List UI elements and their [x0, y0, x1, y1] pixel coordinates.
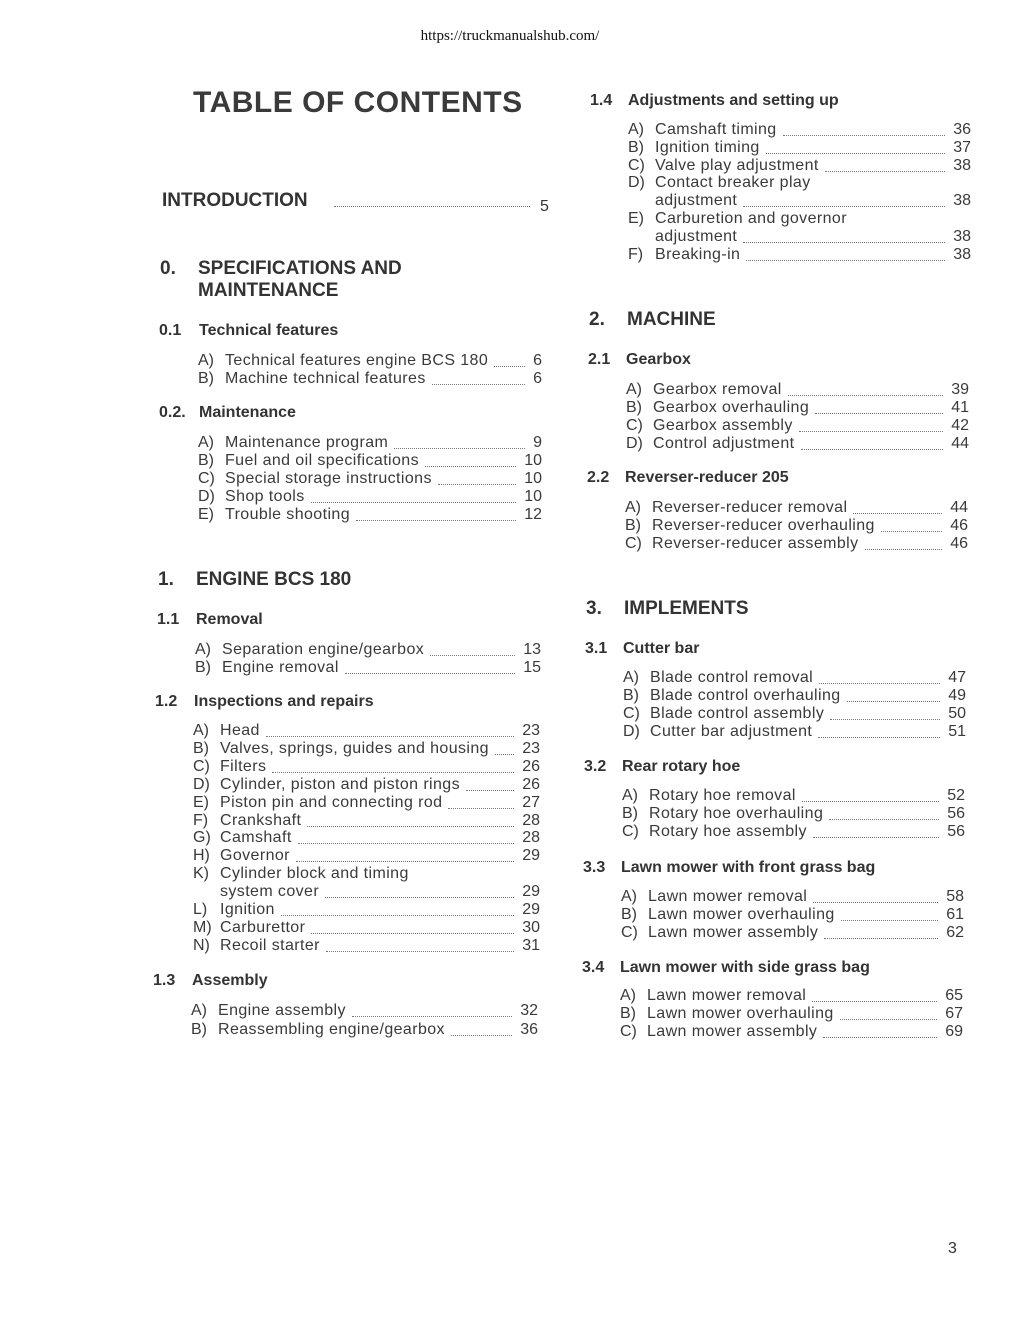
entry-label: Ignition timing	[655, 138, 760, 156]
page-ref: 41	[951, 398, 969, 416]
page-ref: 9	[533, 434, 542, 451]
page-ref: 50	[948, 705, 966, 722]
section-title: ENGINE BCS 180	[196, 569, 352, 590]
entry-label: Piston pin and connecting rod	[220, 793, 443, 811]
entry-letter: B)	[625, 517, 641, 534]
entry-label: Reverser-reducer removal	[652, 499, 848, 516]
entry-letter: B)	[191, 1021, 207, 1038]
section-title: Reverser-reducer 205	[625, 469, 789, 486]
dot-leader	[847, 701, 940, 702]
section-number: 2.2	[587, 469, 610, 486]
page-ref: 38	[953, 245, 971, 263]
entry-letter: B)	[198, 370, 214, 387]
toc-entry[interactable]	[198, 506, 542, 524]
toc-entry[interactable]	[625, 499, 968, 517]
entry-letter: F)	[193, 811, 209, 829]
entry-letter: F)	[628, 245, 644, 263]
toc-entry[interactable]	[198, 434, 542, 452]
toc-entry[interactable]	[193, 740, 540, 758]
entry-label: Lawn mower assembly	[647, 1023, 818, 1041]
toc-entry[interactable]	[623, 705, 966, 723]
dot-leader	[311, 502, 516, 503]
page-ref: 67	[945, 1005, 963, 1023]
entry-label: Blade control overhauling	[650, 687, 841, 704]
section-number: 0.1	[159, 322, 182, 339]
section-number: 2.	[589, 309, 605, 330]
entry-letter: C)	[623, 705, 640, 722]
toc-entry[interactable]	[622, 823, 965, 841]
toc-entry[interactable]	[625, 517, 968, 535]
dot-leader	[865, 549, 942, 550]
entry-letter: M)	[193, 918, 212, 936]
entry-letter: A)	[626, 381, 642, 398]
page-ref: 44	[951, 434, 969, 452]
toc-entry[interactable]	[622, 787, 965, 805]
dot-leader	[813, 837, 939, 838]
toc-entry[interactable]	[628, 210, 971, 228]
toc-entry[interactable]	[623, 669, 966, 687]
page-ref: 38	[953, 192, 971, 210]
entry-letter: B)	[620, 1005, 636, 1023]
toc-entry[interactable]	[193, 794, 540, 812]
entry-letter: C)	[625, 535, 642, 552]
entry-letter: C)	[193, 757, 210, 775]
entry-letter: C)	[620, 1023, 637, 1041]
page-ref: 58	[946, 888, 964, 905]
entry-label: Reverser-reducer assembly	[652, 535, 859, 552]
entry-letter: H)	[193, 847, 210, 865]
toc-entry[interactable]	[620, 1005, 963, 1023]
entry-letter: B)	[198, 452, 214, 469]
toc-entry[interactable]	[193, 847, 540, 865]
entry-letter: A)	[195, 641, 211, 658]
page-ref: 6	[533, 352, 542, 369]
entry-label: Recoil starter	[220, 936, 320, 954]
entry-label: Crankshaft	[220, 811, 302, 829]
dot-leader	[281, 915, 514, 916]
entry-label: Technical features engine BCS 180	[225, 352, 489, 369]
entry-letter: G)	[193, 829, 211, 847]
section-number: 1.3	[153, 972, 176, 989]
toc-entry[interactable]	[623, 687, 966, 705]
page-ref: 23	[522, 739, 540, 757]
entry-label: Engine assembly	[218, 1002, 346, 1019]
entry-label: Special storage instructions	[225, 470, 432, 487]
entry-letter: A)	[193, 722, 209, 739]
entry-label: Blade control removal	[650, 669, 814, 686]
section-title: Assembly	[192, 972, 268, 989]
dot-leader	[788, 395, 943, 396]
toc-entry[interactable]	[628, 228, 971, 246]
page-ref: 28	[522, 811, 540, 829]
entry-letter: N)	[193, 936, 210, 954]
entry-letter: C)	[621, 924, 638, 941]
dot-leader	[451, 1035, 512, 1036]
toc-entry[interactable]	[625, 535, 968, 553]
page-ref: 46	[950, 517, 968, 534]
page-ref: 49	[948, 687, 966, 704]
entry-letter: A)	[622, 787, 638, 804]
toc-entry[interactable]	[622, 805, 965, 823]
toc-entry[interactable]	[628, 174, 971, 192]
entry-letter: C)	[626, 416, 643, 434]
dot-leader	[829, 819, 939, 820]
section-title: Cutter bar	[623, 640, 700, 657]
entry-label: Gearbox assembly	[653, 416, 793, 434]
entry-letter: B)	[622, 805, 638, 822]
page-ref: 26	[522, 775, 540, 793]
dot-leader	[746, 260, 945, 261]
page-ref: 46	[950, 535, 968, 552]
toc-entry[interactable]	[620, 987, 963, 1005]
page-ref: 47	[948, 669, 966, 686]
entry-letter: B)	[193, 739, 209, 757]
section-title: Gearbox	[626, 351, 691, 368]
page-ref: 39	[951, 381, 969, 398]
toc-entry[interactable]	[626, 417, 969, 435]
section-number: 3.3	[583, 859, 606, 876]
toc-entry[interactable]	[621, 888, 964, 906]
entry-label: Camshaft	[220, 829, 292, 847]
dot-leader	[352, 1016, 512, 1017]
entry-label: Cylinder, piston and piston rings	[220, 775, 460, 793]
section-title: Technical features	[199, 322, 339, 339]
dot-leader	[853, 513, 942, 514]
entry-letter: B)	[621, 906, 637, 923]
dot-leader	[799, 431, 943, 432]
dot-leader	[494, 366, 525, 367]
page-title: TABLE OF CONTENTS	[193, 86, 523, 119]
entry-letter: B)	[195, 659, 211, 676]
toc-entry[interactable]	[628, 121, 971, 139]
entry-label: Reverser-reducer overhauling	[652, 517, 875, 534]
dot-leader	[825, 171, 945, 172]
dot-leader	[812, 1001, 937, 1002]
dot-leader	[801, 449, 943, 450]
dot-leader	[466, 790, 514, 791]
entry-label: Trouble shooting	[225, 506, 350, 523]
entry-letter: D)	[198, 488, 215, 505]
entry-label: Valves, springs, guides and housing	[220, 739, 489, 757]
entry-label: adjustment	[655, 227, 738, 245]
entry-letter: E)	[628, 210, 644, 227]
entry-letter: C)	[628, 156, 645, 174]
entry-letter: C)	[622, 823, 639, 840]
dot-leader	[345, 673, 515, 674]
entry-letter: A)	[198, 434, 214, 451]
section-number: 1.4	[590, 92, 613, 109]
section-title: IMPLEMENTS	[624, 598, 749, 619]
section-number: 0.	[160, 258, 176, 279]
page-ref: 29	[522, 847, 540, 865]
dot-leader	[296, 861, 514, 862]
section-title: SPECIFICATIONS AND	[198, 258, 402, 279]
entry-letter: A)	[621, 888, 637, 905]
dot-leader	[326, 951, 514, 952]
entry-label: Shop tools	[225, 488, 305, 505]
entry-label: Filters	[220, 757, 267, 775]
dot-leader	[311, 933, 514, 934]
dot-leader	[818, 737, 940, 738]
entry-letter: D)	[626, 434, 643, 452]
page-ref: 6	[533, 370, 542, 387]
section-number: 2.1	[588, 351, 611, 368]
dot-leader	[272, 772, 514, 773]
entry-label: Breaking-in	[655, 245, 741, 263]
entry-letter: E)	[198, 506, 214, 523]
dot-leader	[824, 938, 938, 939]
section-title: Adjustments and setting up	[628, 92, 839, 109]
entry-label: Lawn mower removal	[648, 888, 808, 905]
page-ref: 5	[540, 198, 549, 215]
page-ref: 29	[522, 901, 540, 918]
entry-label: Rotary hoe removal	[649, 787, 796, 804]
toc-entry[interactable]	[193, 722, 540, 740]
toc-entry[interactable]	[195, 641, 541, 659]
page-ref: 51	[948, 723, 966, 740]
entry-label: system cover	[220, 883, 320, 901]
page-ref: 12	[524, 506, 542, 523]
dot-leader	[394, 448, 525, 449]
page-ref: 44	[950, 499, 968, 516]
page-ref: 32	[520, 1002, 538, 1019]
entry-label: Governor	[220, 847, 290, 865]
entry-label: Camshaft timing	[655, 121, 777, 138]
toc-entry[interactable]	[191, 1021, 538, 1039]
dot-leader	[840, 1019, 937, 1020]
toc-entry[interactable]	[193, 901, 540, 919]
section-number: 3.	[586, 598, 602, 619]
page-ref: 62	[946, 924, 964, 941]
toc-entry[interactable]	[621, 924, 964, 942]
section-number: 3.1	[585, 640, 608, 657]
page-number: 3	[948, 1240, 957, 1257]
page-ref: 69	[945, 1023, 963, 1041]
entry-label: Valve play adjustment	[655, 156, 819, 174]
toc-entry[interactable]	[198, 488, 542, 506]
toc-entry[interactable]	[620, 1023, 963, 1041]
dot-leader	[325, 897, 514, 898]
dot-leader	[766, 153, 945, 154]
toc-entry[interactable]	[193, 919, 540, 937]
dot-leader	[830, 719, 940, 720]
entry-label: Separation engine/gearbox	[222, 641, 425, 658]
section-title: Lawn mower with side grass bag	[620, 959, 870, 976]
toc-entry[interactable]	[621, 906, 964, 924]
page-ref: 13	[523, 641, 541, 658]
dot-leader	[802, 801, 939, 802]
dot-leader	[743, 242, 945, 243]
page-ref: 23	[522, 722, 540, 739]
entry-label: Lawn mower overhauling	[648, 906, 835, 923]
dot-leader	[432, 384, 525, 385]
dot-leader	[743, 206, 945, 207]
entry-label: Gearbox overhauling	[653, 398, 810, 416]
entry-label: Rotary hoe overhauling	[649, 805, 824, 822]
section-title-line2: MAINTENANCE	[198, 280, 339, 301]
entry-label: Lawn mower overhauling	[647, 1005, 834, 1023]
entry-letter: A)	[198, 352, 214, 369]
entry-letter: C)	[198, 470, 215, 487]
page-ref: 36	[953, 121, 971, 138]
section-number: 0.2.	[159, 404, 186, 421]
entry-label: Control adjustment	[653, 434, 795, 452]
dot-leader	[495, 754, 514, 755]
page-ref: 10	[524, 488, 542, 505]
dot-leader	[881, 531, 942, 532]
section-number: 3.4	[582, 959, 605, 976]
entry-letter: B)	[626, 398, 642, 416]
dot-leader	[356, 520, 516, 521]
page-ref: 52	[947, 787, 965, 804]
page-ref: 61	[946, 906, 964, 923]
entry-label: Rotary hoe assembly	[649, 823, 807, 840]
page-ref: 29	[522, 883, 540, 901]
page-ref: 38	[953, 227, 971, 245]
dot-leader	[783, 135, 945, 136]
entry-label: Machine technical features	[225, 370, 426, 387]
entry-letter: A)	[628, 121, 644, 138]
entry-label: Maintenance program	[225, 434, 389, 451]
section-title: Lawn mower with front grass bag	[621, 859, 876, 876]
toc-entry[interactable]	[191, 1002, 538, 1020]
entry-label: Contact breaker play	[655, 174, 811, 192]
section-title: Inspections and repairs	[194, 693, 374, 710]
entry-label: Cylinder block and timing	[220, 865, 409, 883]
entry-label: Head	[220, 722, 260, 739]
section-title: INTRODUCTION	[162, 190, 308, 211]
dot-leader	[823, 1037, 937, 1038]
dot-leader	[815, 413, 943, 414]
dot-leader	[298, 843, 514, 844]
toc-entry[interactable]	[626, 435, 969, 453]
toc-entry[interactable]	[628, 157, 971, 175]
entry-letter: A)	[625, 499, 641, 516]
toc-entry[interactable]	[193, 812, 540, 830]
entry-letter: A)	[623, 669, 639, 686]
toc-entry[interactable]	[193, 776, 540, 794]
entry-letter: E)	[193, 793, 209, 811]
entry-label: Engine removal	[222, 659, 339, 676]
toc-entry[interactable]	[628, 246, 971, 264]
section-title: Removal	[196, 611, 263, 628]
dot-leader	[334, 206, 530, 207]
toc-entry[interactable]	[193, 937, 540, 955]
toc-entry[interactable]	[198, 452, 542, 470]
source-url[interactable]: https://truckmanualshub.com/	[420, 28, 600, 44]
page-ref: 37	[953, 138, 971, 156]
page-ref: 27	[522, 793, 540, 811]
dot-leader	[819, 683, 940, 684]
entry-label: Blade control assembly	[650, 705, 825, 722]
section-title: MACHINE	[627, 309, 716, 330]
entry-letter: D)	[193, 775, 210, 793]
toc-entry[interactable]	[628, 139, 971, 157]
dot-leader	[425, 466, 516, 467]
entry-label: Lawn mower assembly	[648, 924, 819, 941]
toc-entry[interactable]	[195, 659, 541, 677]
dot-leader	[266, 736, 514, 737]
section-number: 1.2	[155, 693, 178, 710]
section-number: 1.	[158, 569, 174, 590]
entry-letter: D)	[623, 723, 640, 740]
toc-entry[interactable]	[626, 399, 969, 417]
toc-entry[interactable]	[193, 758, 540, 776]
page-ref: 38	[953, 156, 971, 174]
entry-label: Carburettor	[220, 918, 306, 936]
page-ref: 30	[522, 918, 540, 936]
toc-entry[interactable]	[626, 381, 969, 399]
entry-label: Carburetion and governor	[655, 210, 847, 227]
dot-leader	[307, 826, 514, 827]
toc-entry[interactable]	[193, 865, 540, 883]
section-number: 1.1	[157, 611, 180, 628]
page-ref: 10	[524, 452, 542, 469]
page-ref: 56	[947, 805, 965, 822]
dot-leader	[430, 655, 515, 656]
page-ref: 42	[951, 416, 969, 434]
entry-letter: K)	[193, 865, 209, 883]
entry-label: Reassembling engine/gearbox	[218, 1021, 445, 1038]
section-title: Maintenance	[199, 404, 296, 421]
toc-entry[interactable]	[198, 352, 542, 370]
section-title: Rear rotary hoe	[622, 758, 741, 775]
toc-entry[interactable]	[198, 470, 542, 488]
entry-letter: A)	[191, 1002, 207, 1019]
entry-label: Cutter bar adjustment	[650, 723, 813, 740]
toc-entry[interactable]	[628, 192, 971, 210]
toc-entry[interactable]	[193, 883, 540, 901]
entry-letter: B)	[628, 138, 644, 156]
entry-letter: B)	[623, 687, 639, 704]
page-ref: 28	[522, 829, 540, 847]
entry-label: Fuel and oil specifications	[225, 452, 420, 469]
section-number: 3.2	[584, 758, 607, 775]
toc-entry[interactable]	[193, 829, 540, 847]
entry-label: Gearbox removal	[653, 381, 782, 398]
entry-label: adjustment	[655, 192, 738, 210]
entry-letter: L)	[193, 901, 208, 918]
page-ref: 10	[524, 470, 542, 487]
page-ref: 15	[523, 659, 541, 676]
toc-entry[interactable]	[198, 370, 542, 388]
page-ref: 36	[520, 1021, 538, 1038]
entry-letter: A)	[620, 987, 636, 1004]
dot-leader	[841, 920, 938, 921]
entry-letter: D)	[628, 174, 645, 192]
page-ref: 56	[947, 823, 965, 840]
page-ref: 26	[522, 757, 540, 775]
entry-label: Ignition	[220, 901, 275, 918]
dot-leader	[448, 808, 514, 809]
page-ref: 65	[945, 987, 963, 1004]
dot-leader	[813, 902, 938, 903]
entry-label: Lawn mower removal	[647, 987, 807, 1004]
dot-leader	[438, 484, 516, 485]
toc-entry[interactable]	[623, 723, 966, 741]
page-ref: 31	[522, 936, 540, 954]
